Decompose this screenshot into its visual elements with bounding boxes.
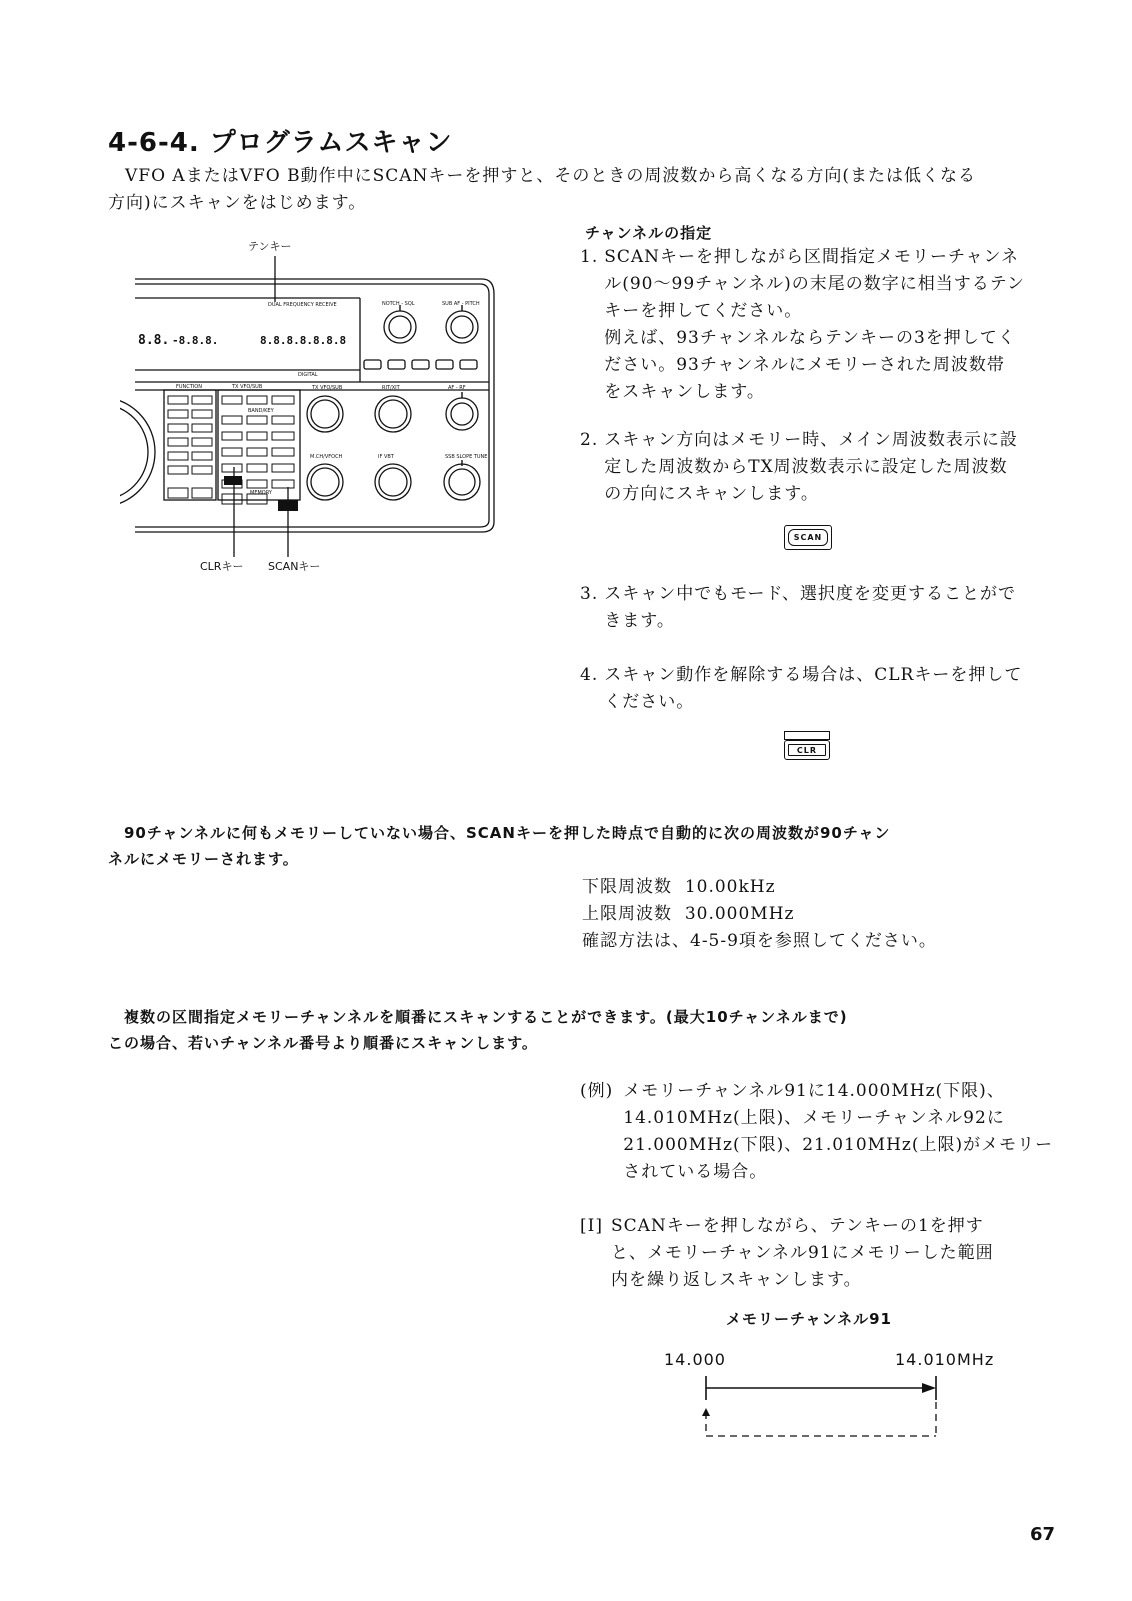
page-number: 67 bbox=[1030, 1524, 1056, 1545]
item-line: をスキャンします。 bbox=[604, 382, 765, 402]
item-line: の方向にスキャンします。 bbox=[604, 484, 819, 504]
channel-spec-heading: チャンネルの指定 bbox=[585, 224, 713, 242]
panel-if-vbt: IF VBT bbox=[378, 454, 394, 460]
step-line: と、メモリーチャンネル91にメモリーした範囲 bbox=[610, 1243, 994, 1263]
scan-key-label: SCANキー bbox=[268, 560, 321, 573]
panel-function: FUNCTION bbox=[176, 384, 202, 390]
scan-range-diagram bbox=[700, 1372, 950, 1452]
transceiver-panel-illustration bbox=[120, 232, 520, 577]
range-end-label: 14.010MHz bbox=[895, 1350, 995, 1369]
list-item bbox=[580, 581, 1060, 635]
clr-key-label: CLR bbox=[788, 744, 826, 756]
item-number: 3. bbox=[580, 584, 599, 604]
note-line: 90チャンネルに何もメモリーしていない場合、SCANキーを押した時点で自動的に次の周波数が90チャン bbox=[124, 824, 891, 842]
item-line: 定した周波数からTX周波数表示に設定した周波数 bbox=[604, 457, 1008, 477]
note-line: ネルにメモリーされます。 bbox=[108, 850, 299, 868]
panel-rit-xit: RIT/XIT bbox=[382, 385, 400, 391]
step-line: SCANキーを押しながら、テンキーの1を押す bbox=[610, 1216, 984, 1236]
scan-key-label: SCAN bbox=[788, 529, 828, 546]
item-line: きます。 bbox=[604, 611, 675, 631]
lower-limit-label: 下限周波数 bbox=[582, 877, 672, 897]
panel-sub-af-pitch: SUB AF - PITCH bbox=[442, 301, 480, 307]
panel-display-c: 8.8.8.8.8.8.8 bbox=[260, 334, 347, 347]
example-line: 14.010MHz(上限)、メモリーチャンネル92に bbox=[623, 1108, 1005, 1128]
panel-display-b: -8.8.8. bbox=[172, 334, 219, 347]
arrow-head bbox=[922, 1383, 936, 1393]
range-diagram-title: メモリーチャンネル91 bbox=[726, 1310, 892, 1328]
tenkey-label: テンキー bbox=[248, 240, 292, 253]
return-arrow-head bbox=[702, 1408, 710, 1416]
confirm-method: 確認方法は、4-5-9項を参照してください。 bbox=[582, 931, 937, 951]
note-line: 複数の区間指定メモリーチャンネルを順番にスキャンすることができます。(最大10チャンネルまで) bbox=[124, 1008, 848, 1026]
item-line: スキャン中でもモード、選択度を変更することがで bbox=[604, 584, 1017, 604]
note-auto-memory bbox=[108, 820, 1068, 872]
panel-tx-vfo-sub: TX VFO/SUB bbox=[232, 384, 263, 390]
list-item bbox=[580, 662, 1060, 716]
transceiver-figure bbox=[120, 232, 520, 577]
panel-tx-vfo-sub-knob: TX VFO/SUB bbox=[312, 385, 343, 391]
scan-key-illustration bbox=[784, 525, 832, 550]
panel-band-key: BAND/KEY bbox=[248, 408, 274, 414]
list-item bbox=[580, 427, 1060, 508]
intro-line: 方向)にスキャンをはじめます。 bbox=[108, 193, 367, 213]
list-item bbox=[580, 244, 1060, 406]
panel-dual-freq: DUAL FREQUENCY RECEIVE bbox=[268, 302, 337, 308]
default-frequencies bbox=[582, 874, 1052, 955]
step-line: 内を繰り返しスキャンします。 bbox=[610, 1270, 862, 1290]
section-title: 4-6-4. プログラムスキャン bbox=[108, 128, 453, 158]
example-line: 21.000MHz(下限)、21.010MHz(上限)がメモリー bbox=[623, 1135, 1054, 1155]
panel-af-rf: AF - RF bbox=[448, 385, 466, 391]
item-number: 2. bbox=[580, 430, 599, 450]
panel-memory: MEMORY bbox=[250, 490, 272, 496]
note-line: この場合、若いチャンネル番号より順番にスキャンします。 bbox=[108, 1034, 538, 1052]
item-line: ください。 bbox=[604, 692, 695, 712]
step-block bbox=[580, 1213, 1060, 1294]
panel-digital: DIGITAL bbox=[298, 372, 318, 378]
clr-key-illustration bbox=[784, 731, 830, 761]
item-number: 4. bbox=[580, 665, 599, 685]
intro-paragraph bbox=[108, 163, 1058, 217]
item-line: SCANキーを押しながら区間指定メモリーチャンネ bbox=[604, 247, 1020, 267]
panel-notch-sql: NOTCH - SQL bbox=[382, 301, 415, 307]
item-line: 例えば、93チャンネルならテンキーの3を押してく bbox=[604, 328, 1016, 348]
note-multi-channel bbox=[108, 1004, 1068, 1056]
item-number: 1. bbox=[580, 247, 599, 267]
panel-display-a: 8.8. bbox=[138, 333, 170, 348]
range-start-label: 14.000 bbox=[664, 1350, 726, 1369]
intro-line: VFO AまたはVFO B動作中にSCANキーを押すと、そのときの周波数から高くなる方向(または低くなる bbox=[125, 166, 977, 186]
panel-ssb-slope: SSB SLOPE TUNE bbox=[445, 454, 488, 460]
item-line: スキャン動作を解除する場合は、CLRキーを押して bbox=[604, 665, 1023, 685]
panel-mch-vfoch: M.CH/VFOCH bbox=[310, 454, 343, 460]
clr-key-label: CLRキー bbox=[200, 560, 244, 573]
example-block bbox=[580, 1078, 1060, 1186]
item-line: キーを押してください。 bbox=[604, 301, 803, 321]
upper-limit-value: 30.000MHz bbox=[684, 904, 795, 924]
item-line: ル(90〜99チャンネル)の末尾の数字に相当するテン bbox=[604, 274, 1025, 294]
example-line: されている場合。 bbox=[623, 1162, 768, 1182]
example-tag: (例) bbox=[580, 1081, 614, 1101]
item-line: ださい。93チャンネルにメモリーされた周波数帯 bbox=[604, 355, 1005, 375]
lower-limit-value: 10.00kHz bbox=[684, 877, 776, 897]
upper-limit-label: 上限周波数 bbox=[582, 904, 672, 924]
step-tag: [Ⅰ] bbox=[580, 1216, 603, 1236]
item-line: スキャン方向はメモリー時、メイン周波数表示に設 bbox=[604, 430, 1018, 450]
example-line: メモリーチャンネル91に14.000MHz(下限)、 bbox=[623, 1081, 1005, 1101]
